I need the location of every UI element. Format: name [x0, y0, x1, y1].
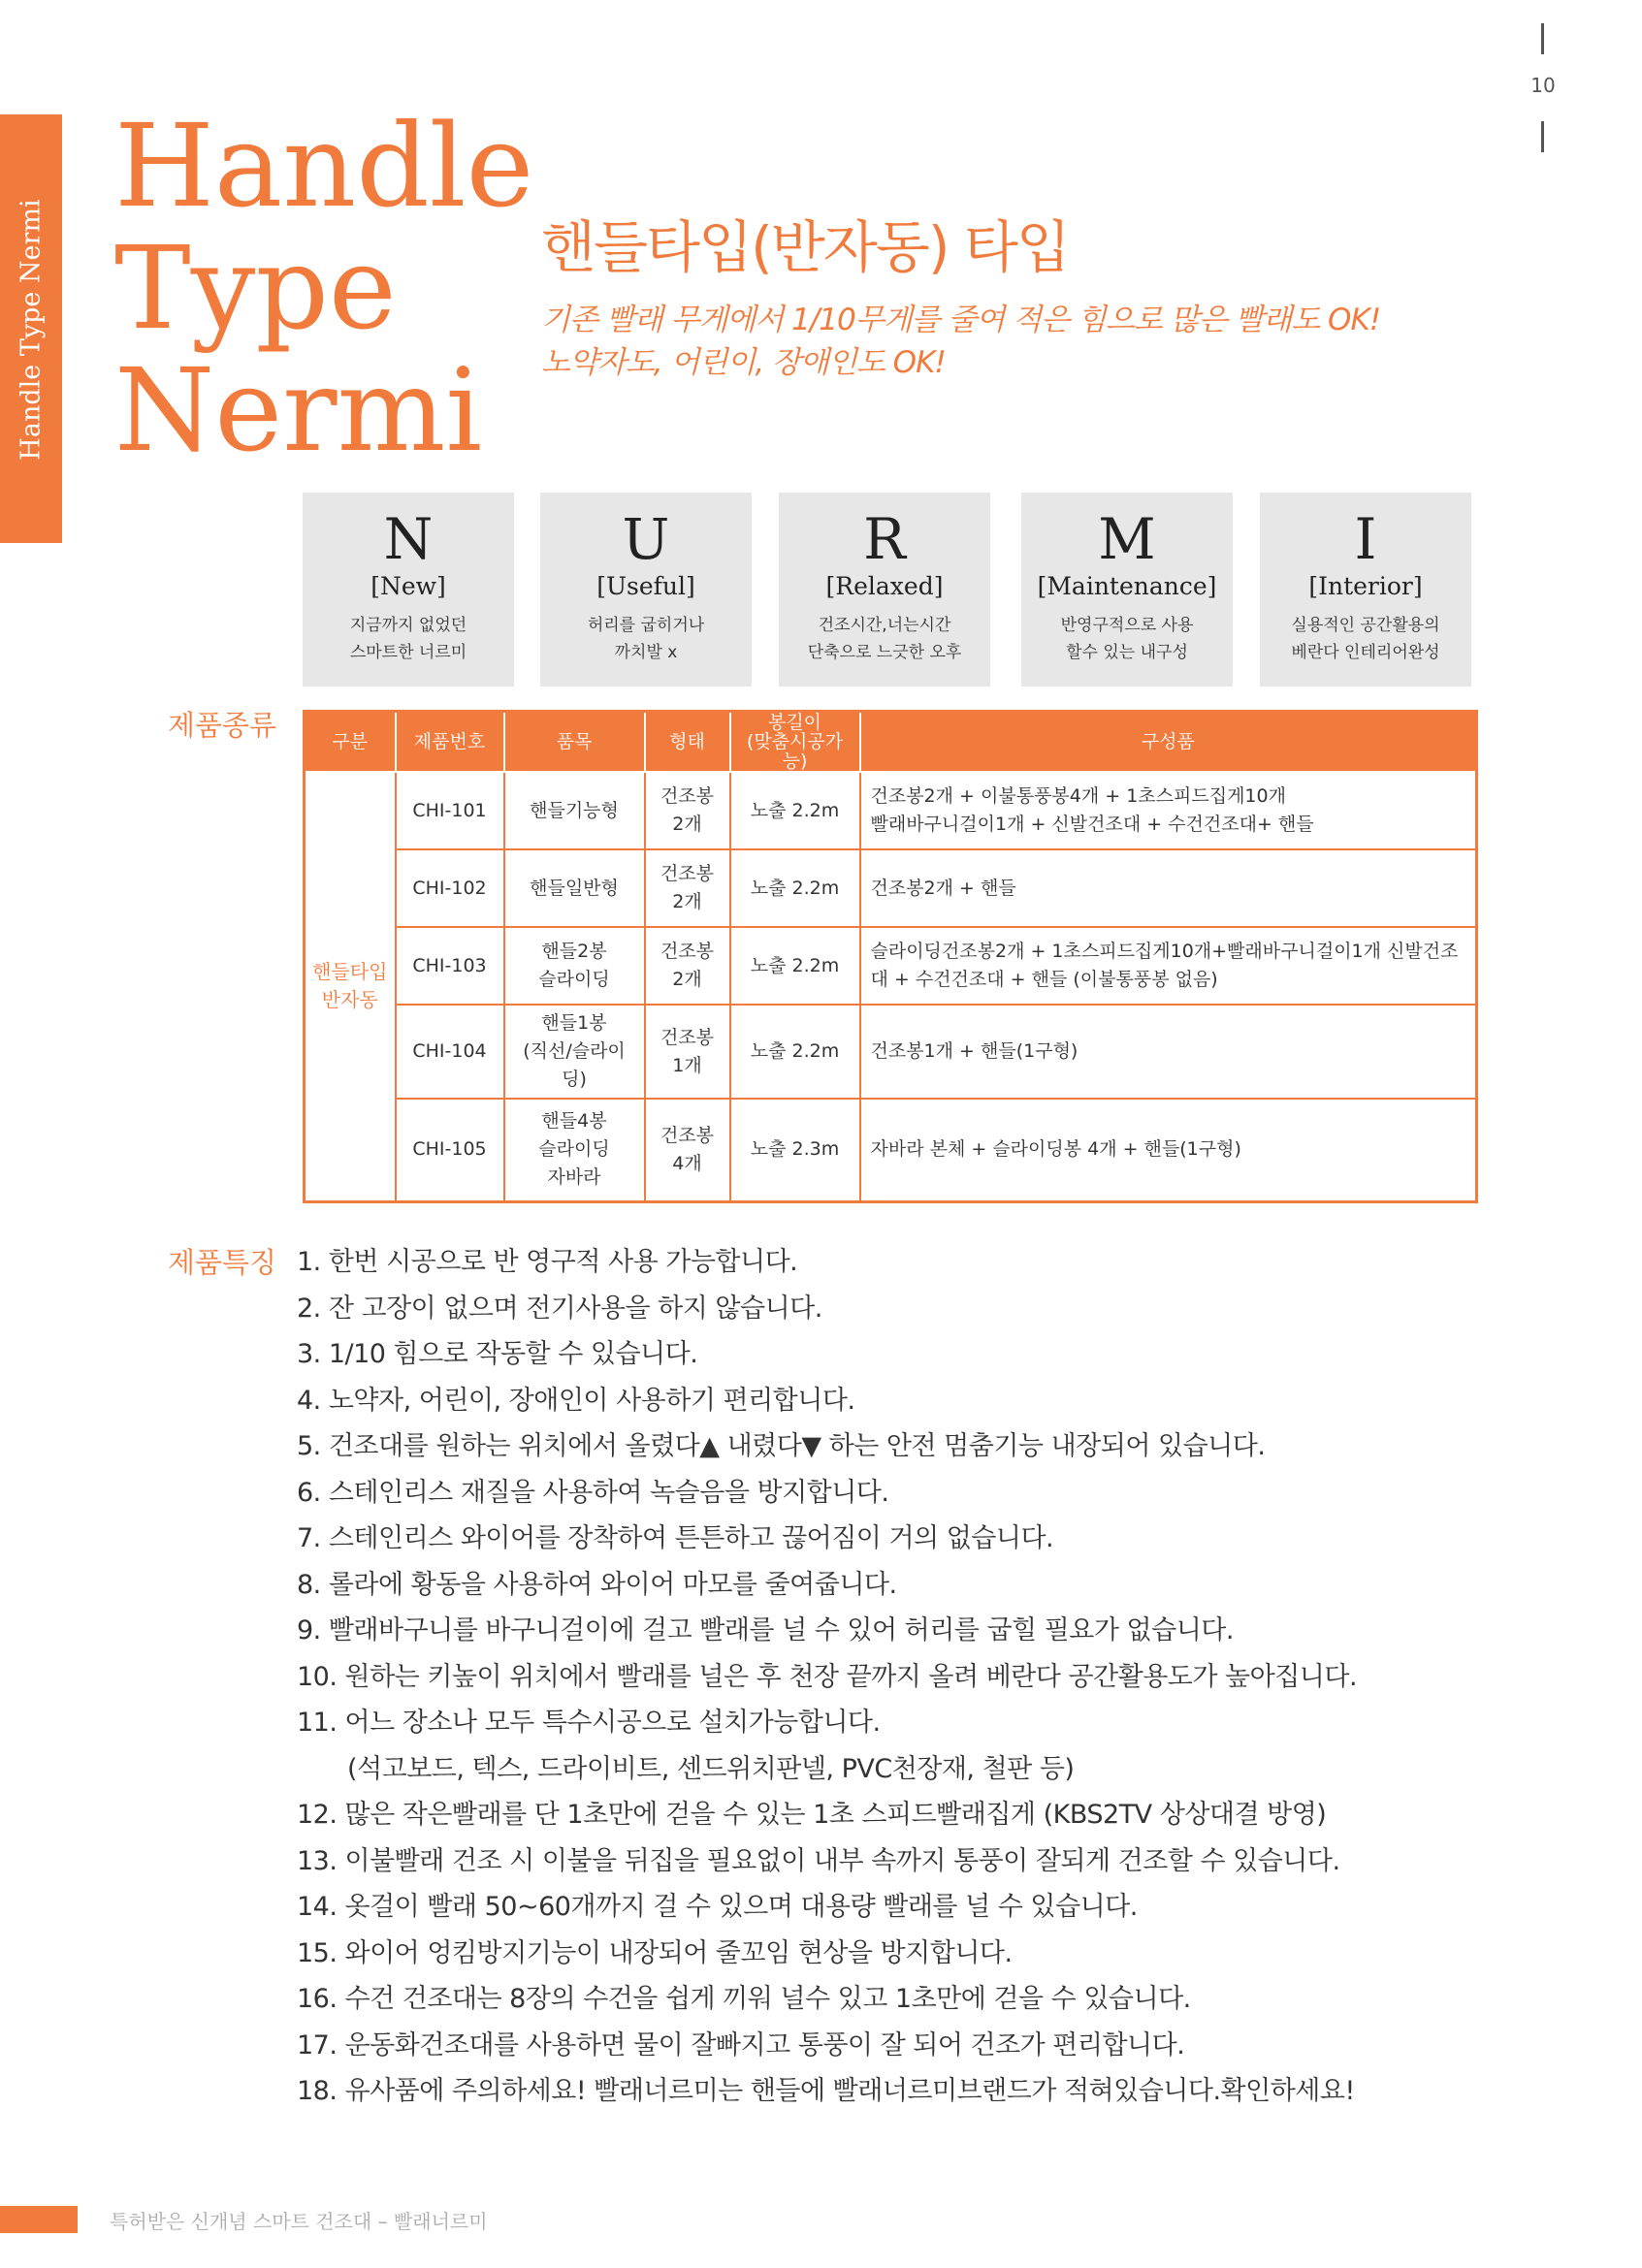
header-cell: 제품번호	[396, 712, 504, 773]
nurmi-box-n	[303, 493, 514, 687]
length-cell: 노출 2.2m	[730, 927, 860, 1005]
nurmi-desc: 건조시간,너는시간 단축으로 느긋한 오후	[807, 616, 962, 662]
korean-title: 핸들타입(반자동) 타입	[541, 214, 1069, 280]
nurmi-box-i	[1260, 493, 1471, 687]
table-row	[305, 1099, 1477, 1201]
features-label: 제품특징	[168, 1246, 277, 1279]
header-cell: 품목	[504, 712, 645, 773]
parts-cell: 건조봉2개 + 이불통풍봉4개 + 1초스피드집게10개 빨래바구니걸이1개 + 신발건조대 + 수건건조대+ 핸들	[860, 772, 1477, 849]
products-table	[303, 710, 1478, 1203]
nurmi-box-m	[1021, 493, 1233, 687]
nurmi-box-u	[540, 493, 752, 687]
feature-item-continued: (석고보드, 텍스, 드라이비트, 센드위치판넬, PVC천장재, 철판 등)	[347, 1753, 1075, 1784]
feature-item: 18. 유사품에 주의하세요! 빨래너르미는 핸들에 빨래너르미브랜드가 적혀있습니다.확인하세요!	[297, 2076, 1355, 2106]
feature-item: 15. 와이어 엉킴방지기능이 내장되어 줄꼬임 현상을 방지합니다.	[297, 1937, 1013, 1968]
header-cell: 봉길이 (맞춤시공가능)	[730, 712, 860, 773]
table-header-row	[305, 712, 1477, 773]
nurmi-letter: R	[863, 506, 906, 572]
products-label: 제품종류	[168, 709, 277, 742]
page-marker-top	[1541, 23, 1544, 54]
header-cell: 구분	[305, 712, 396, 773]
title-line: Handle	[114, 99, 534, 233]
feature-item: 17. 운동화건조대를 사용하면 물이 잘빠지고 통풍이 잘 되어 건조가 편리합니다.	[297, 2029, 1185, 2060]
group-cell: 핸들타입 반자동	[305, 772, 396, 1201]
feature-item: 9. 빨래바구니를 바구니걸이에 걸고 빨래를 널 수 있어 허리를 굽힐 필요가 없습니다.	[297, 1615, 1234, 1645]
nurmi-letter: U	[622, 506, 670, 572]
table-row	[305, 849, 1477, 927]
code-cell: CHI-102	[396, 849, 504, 927]
header-cell: 구성품	[860, 712, 1477, 773]
nurmi-letter: M	[1098, 506, 1156, 572]
nurmi-desc: 지금까지 없었던 스마트한 너르미	[349, 616, 467, 662]
nurmi-word: [Interior]	[1308, 572, 1423, 600]
footer-text: 특허받은 신개념 스마트 건조대 – 빨래너르미	[110, 2210, 488, 2233]
page-number: 10	[1530, 74, 1556, 97]
feature-item: 11. 어느 장소나 모두 특수시공으로 설치가능합니다.	[297, 1708, 881, 1738]
nurmi-desc: 허리를 굽히거나 까치발 x	[587, 616, 705, 662]
feature-item: 1. 한번 시공으로 반 영구적 사용 가능합니다.	[297, 1247, 798, 1277]
length-cell: 노출 2.2m	[730, 849, 860, 927]
feature-item: 16. 수건 건조대는 8장의 수건을 쉽게 끼워 널수 있고 1초만에 걷을 수 있습니다.	[297, 1984, 1191, 2014]
nurmi-desc: 실용적인 공간활용의 베란다 인테리어완성	[1291, 616, 1440, 662]
table-row	[305, 772, 1477, 849]
nurmi-letter: I	[1354, 506, 1377, 572]
title-line: Nermi	[114, 343, 483, 477]
nurmi-letter: N	[383, 506, 434, 572]
parts-cell: 건조봉2개 + 핸들	[860, 849, 1477, 927]
footer-bar	[0, 2206, 78, 2233]
length-cell: 노출 2.2m	[730, 772, 860, 849]
length-cell: 노출 2.2m	[730, 1005, 860, 1099]
subtitle	[541, 299, 1380, 384]
feature-item: 10. 원하는 키높이 위치에서 빨래를 널은 후 천장 끝까지 올려 베란다 공간활용도가 높아집니다.	[297, 1661, 1358, 1692]
feature-item: 6. 스테인리스 재질을 사용하여 녹슬음을 방지합니다.	[297, 1477, 889, 1508]
feature-item: 8. 롤라에 황동을 사용하여 와이어 마모를 줄여줍니다.	[297, 1569, 897, 1600]
feature-item: 12. 많은 작은빨래를 단 1초만에 걷을 수 있는 1초 스피드빨래집게 (KBS2TV 상상대결 방영)	[297, 1800, 1327, 1830]
code-cell: CHI-103	[396, 927, 504, 1005]
title-line: Type	[114, 221, 397, 355]
item-cell: 핸들일반형	[504, 849, 645, 927]
subtitle-line: 노약자도, 어린이, 장애인도 OK!	[541, 345, 946, 380]
table-row	[305, 1005, 1477, 1099]
page-marker-bottom	[1541, 121, 1544, 152]
parts-cell: 자바라 본체 + 슬라이딩봉 4개 + 핸들(1구형)	[860, 1099, 1477, 1201]
feature-item: 5. 건조대를 원하는 위치에서 올렸다▲ 내렸다▼ 하는 안전 멈춤기능 내장되어 있습니다.	[297, 1431, 1266, 1461]
nurmi-desc: 반영구적으로 사용 할수 있는 내구성	[1060, 616, 1194, 662]
nurmi-word: [Relaxed]	[825, 572, 944, 600]
form-cell: 건조봉 2개	[645, 849, 730, 927]
table-row	[305, 927, 1477, 1005]
side-tab-label: Handle Type Nermi	[16, 199, 47, 461]
features-list	[297, 1239, 1357, 2115]
nurmi-box-r	[779, 493, 990, 687]
item-cell: 핸들4봉 슬라이딩 자바라	[504, 1099, 645, 1201]
english-title	[114, 99, 534, 477]
nurmi-word: [Useful]	[596, 572, 695, 600]
parts-cell: 슬라이딩건조봉2개 + 1초스피드집게10개+빨래바구니걸이1개 신발건조 대 + 수건건조대 + 핸들 (이불통풍봉 없음)	[860, 927, 1477, 1005]
feature-item: 3. 1/10 힘으로 작동할 수 있습니다.	[297, 1339, 698, 1369]
form-cell: 건조봉 1개	[645, 1005, 730, 1099]
form-cell: 건조봉 2개	[645, 772, 730, 849]
feature-item: 4. 노약자, 어린이, 장애인이 사용하기 편리합니다.	[297, 1385, 855, 1416]
nurmi-word: [New]	[370, 572, 446, 600]
item-cell: 핸들2봉 슬라이딩	[504, 927, 645, 1005]
nurmi-word: [Maintenance]	[1037, 572, 1217, 600]
header-cell: 형태	[645, 712, 730, 773]
code-cell: CHI-105	[396, 1099, 504, 1201]
feature-item: 13. 이불빨래 건조 시 이불을 뒤집을 필요없이 내부 속까지 통풍이 잘되게 건조할 수 있습니다.	[297, 1845, 1340, 1876]
item-cell: 핸들1봉 (직선/슬라이딩)	[504, 1005, 645, 1099]
feature-item: 7. 스테인리스 와이어를 장착하여 튼튼하고 끊어짐이 거의 없습니다.	[297, 1523, 1054, 1553]
parts-cell: 건조봉1개 + 핸들(1구형)	[860, 1005, 1477, 1099]
code-cell: CHI-101	[396, 772, 504, 849]
length-cell: 노출 2.3m	[730, 1099, 860, 1201]
feature-item: 2. 잔 고장이 없으며 전기사용을 하지 않습니다.	[297, 1293, 822, 1324]
feature-item: 14. 옷걸이 빨래 50~60개까지 걸 수 있으며 대용량 빨래를 널 수 있습니다.	[297, 1892, 1138, 1922]
item-cell: 핸들기능형	[504, 772, 645, 849]
code-cell: CHI-104	[396, 1005, 504, 1099]
subtitle-line: 기존 빨래 무게에서 1/10무게를 줄여 적은 힘으로 많은 빨래도 OK!	[541, 303, 1381, 337]
form-cell: 건조봉 4개	[645, 1099, 730, 1201]
form-cell: 건조봉 2개	[645, 927, 730, 1005]
